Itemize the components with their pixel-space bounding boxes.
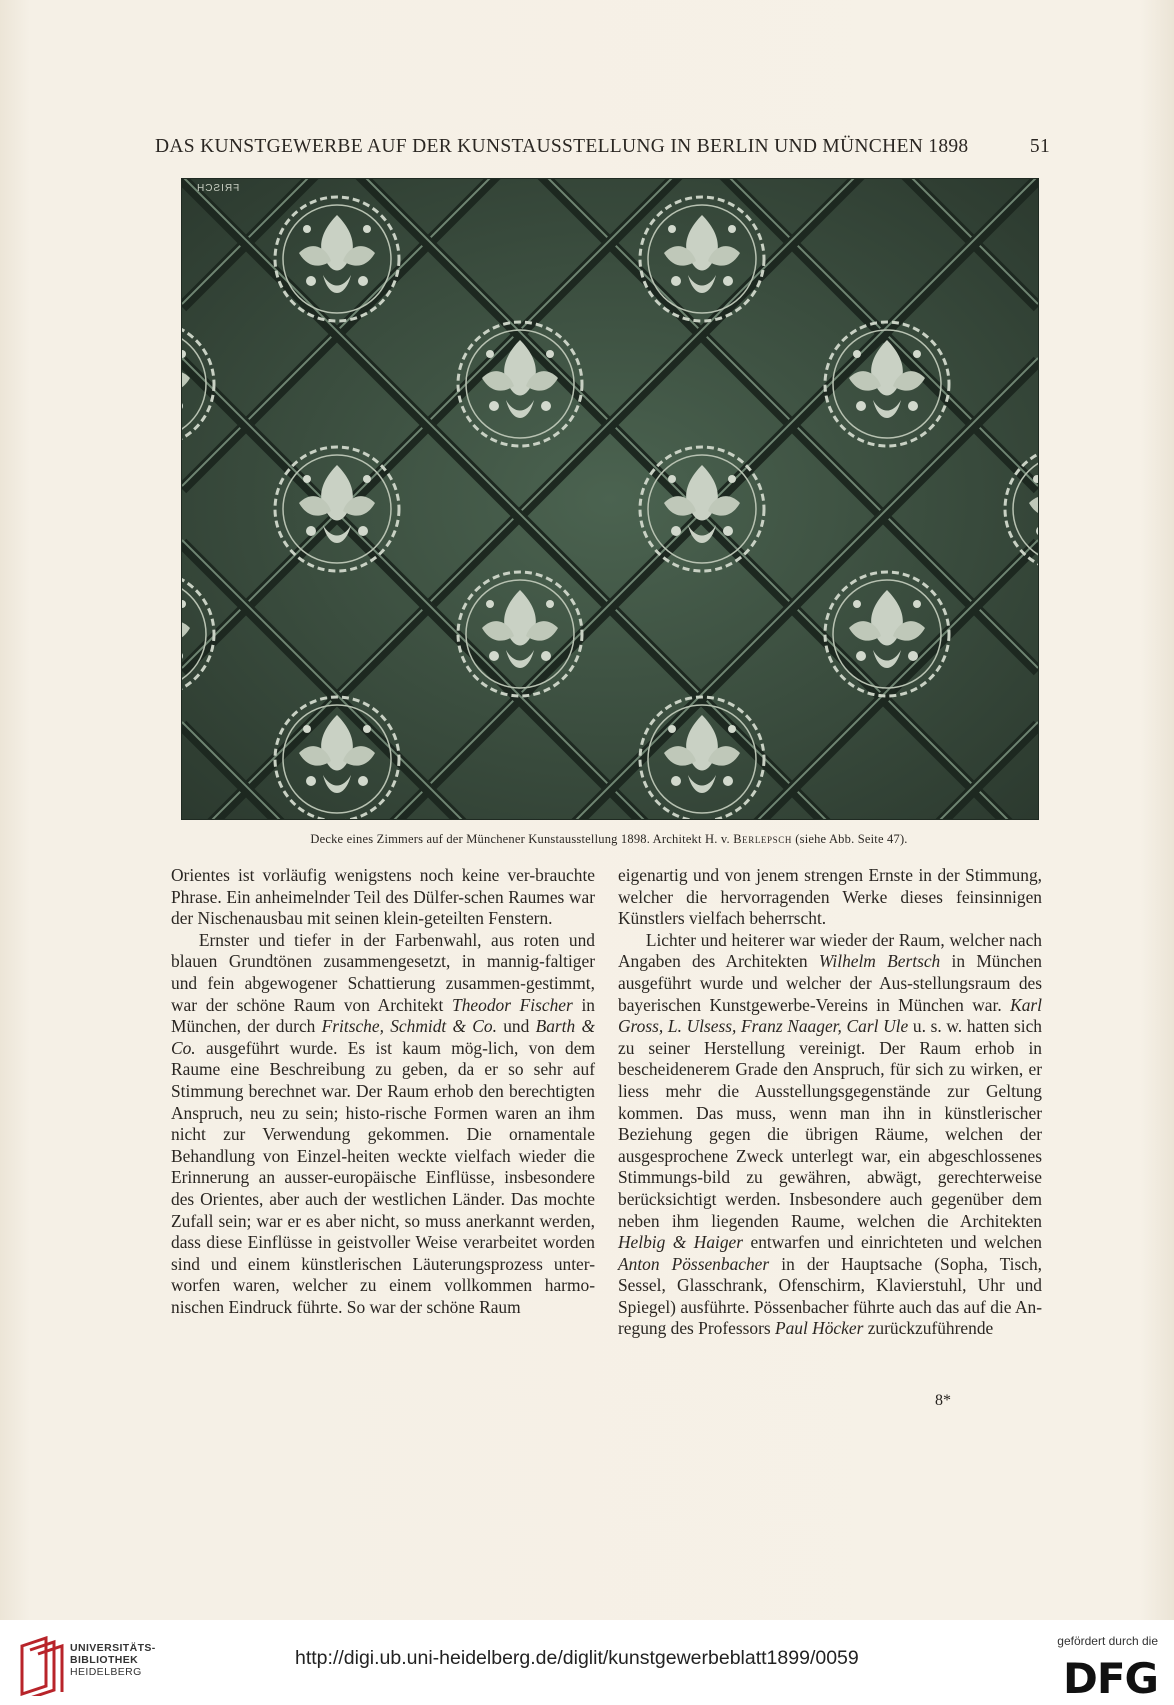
running-title: DAS KUNSTGEWERBE AUF DER KUNSTAUSSTELLUNG IN BERLIN UND MÜNCHEN 1898	[155, 136, 969, 157]
library-name: UNIVERSITÄTS- BIBLIOTHEK HEIDELBERG	[70, 1642, 156, 1678]
company-name: Helbig & Haiger	[618, 1232, 744, 1253]
ceiling-plate	[182, 179, 1038, 819]
company-name: Fritsche, Schmidt & Co.	[321, 1016, 497, 1037]
running-head	[155, 136, 1050, 160]
photographer-mark: FRISCH	[196, 183, 240, 194]
caption-architect: Berlepsch	[733, 832, 792, 846]
text-column-right	[618, 865, 1042, 1340]
permalink-url[interactable]: http://digi.ub.uni-heidelberg.de/diglit/kunstgewerbeblatt1899/0059	[295, 1647, 859, 1669]
caption-reference: (siehe Abb. Seite 47).	[791, 832, 908, 846]
paragraph: eigenartig und von jenem strengen Ernste in der Stimmung, welcher die hervorragenden Werke dieses feinsinnigen Künstlers vielfach beherrscht.	[618, 865, 1042, 929]
company-name: Barth & Co.	[171, 1016, 595, 1058]
paragraph: Orientes ist vorläufig wenigstens noch keine ver-brauchte Phrase. Ein anheimelnder Teil des Dülfer-schen Raumes war der Nischenausbau mit seinen klein-geteilten Fenstern.	[171, 865, 595, 929]
university-library-logo-icon	[16, 1636, 64, 1696]
paragraph: Ernster und tiefer in der Farbenwahl, aus roten und blauen Grundtönen zusammengesetzt, in mannig-faltiger und fein abgewogener Schattierung zusammen-gestimmt, war der schöne Raum von Architekt Theodor Fischer in München, der durch Fritsche, Schmidt & Co. und Barth & Co. ausgeführt wurde. Es ist kaum mög-lich, von dem Raume eine Beschreibung zu geben, da er so sehr auf Stimmung berechnet war. Der Raum erhob den berechtigten Anspruch, neu zu sein; histo-rische Formen waren an ihm nicht zur Verwendung gekommen. Die ornamentale Behandlung von Einzel-heiten weckte vielfach wieder die Erinnerung an ausser-europäische Einflüsse, insbesondere des Orientes, aber auch der westlichen Länder. Das mochte Zufall sein; war er es aber nicht, so muss anerkannt werden, dass diese Einflüsse in geistvoller Weise verarbeitet worden sind und einem künstlerischen Läuterungsprozess unter-worfen waren, welcher zu einem vollkommen harmo-nischen Eindruck führte. So war der schöne Raum	[171, 929, 595, 1317]
funding-label: gefördert durch die	[1057, 1634, 1158, 1648]
figure-caption	[181, 832, 1037, 847]
person-name: Theodor Fischer	[452, 994, 573, 1015]
person-names: Karl Gross, L. Ulsess, Franz Naager, Carl Ule	[618, 994, 1042, 1037]
page-number: 51	[1029, 136, 1050, 157]
person-name: Anton Pössenbacher	[618, 1253, 770, 1274]
paragraph: Lichter und heiterer war wieder der Raum, welcher nach Angaben des Architekten Wilhelm Bertsch in München ausgeführt wurde und welcher der Aus-stellungsraum des bayerischen Kunstgewerbe-Vereins in München war. Karl Gross, L. Ulsess, Franz Naager, Carl Ule u. s. w. hatten sich zu seiner Herstellung vereinigt. Der Raum erhob in bescheidenerem Grade den Anspruch, für sich zu wirken, er liess mehr die Ausstellungsgegenstände zur Geltung kommen. Das muss, wenn man ihn in künstlerischer Beziehung gegen die übrigen Räume, welchen der ausgesprochene Zweck unterlegt war, ein abgeschlossenes Stimmungs-bild zu gewähren, abwägt, gerechterweise berücksichtigt werden. Insbesondere auch gegenüber dem neben ihm liegenden Raume, welchen die Architekten Helbig & Haiger entwarfen und einrichteten und welchen Anton Pössenbacher in der Hauptsache (Sopha, Tisch, Sessel, Glasschrank, Ofenschirm, Klavierstuhl, Uhr und Spiegel) ausführte. Pössenbacher führte auch das auf die An-regung des Professors Paul Höcker zurückzuführende	[618, 929, 1043, 1339]
caption-text: Decke eines Zimmers auf der Münchener Kunstausstellung 1898. Architekt H. v.	[310, 832, 734, 846]
person-name: Paul Höcker	[774, 1318, 864, 1339]
person-name: Wilhelm Bertsch	[818, 951, 941, 972]
signature-mark: 8*	[935, 1392, 951, 1409]
digitization-footer	[0, 1620, 1174, 1705]
text-column-left	[171, 865, 595, 1318]
ceiling-photograph	[181, 178, 1039, 820]
dfg-logo: DFG	[1062, 1654, 1158, 1703]
